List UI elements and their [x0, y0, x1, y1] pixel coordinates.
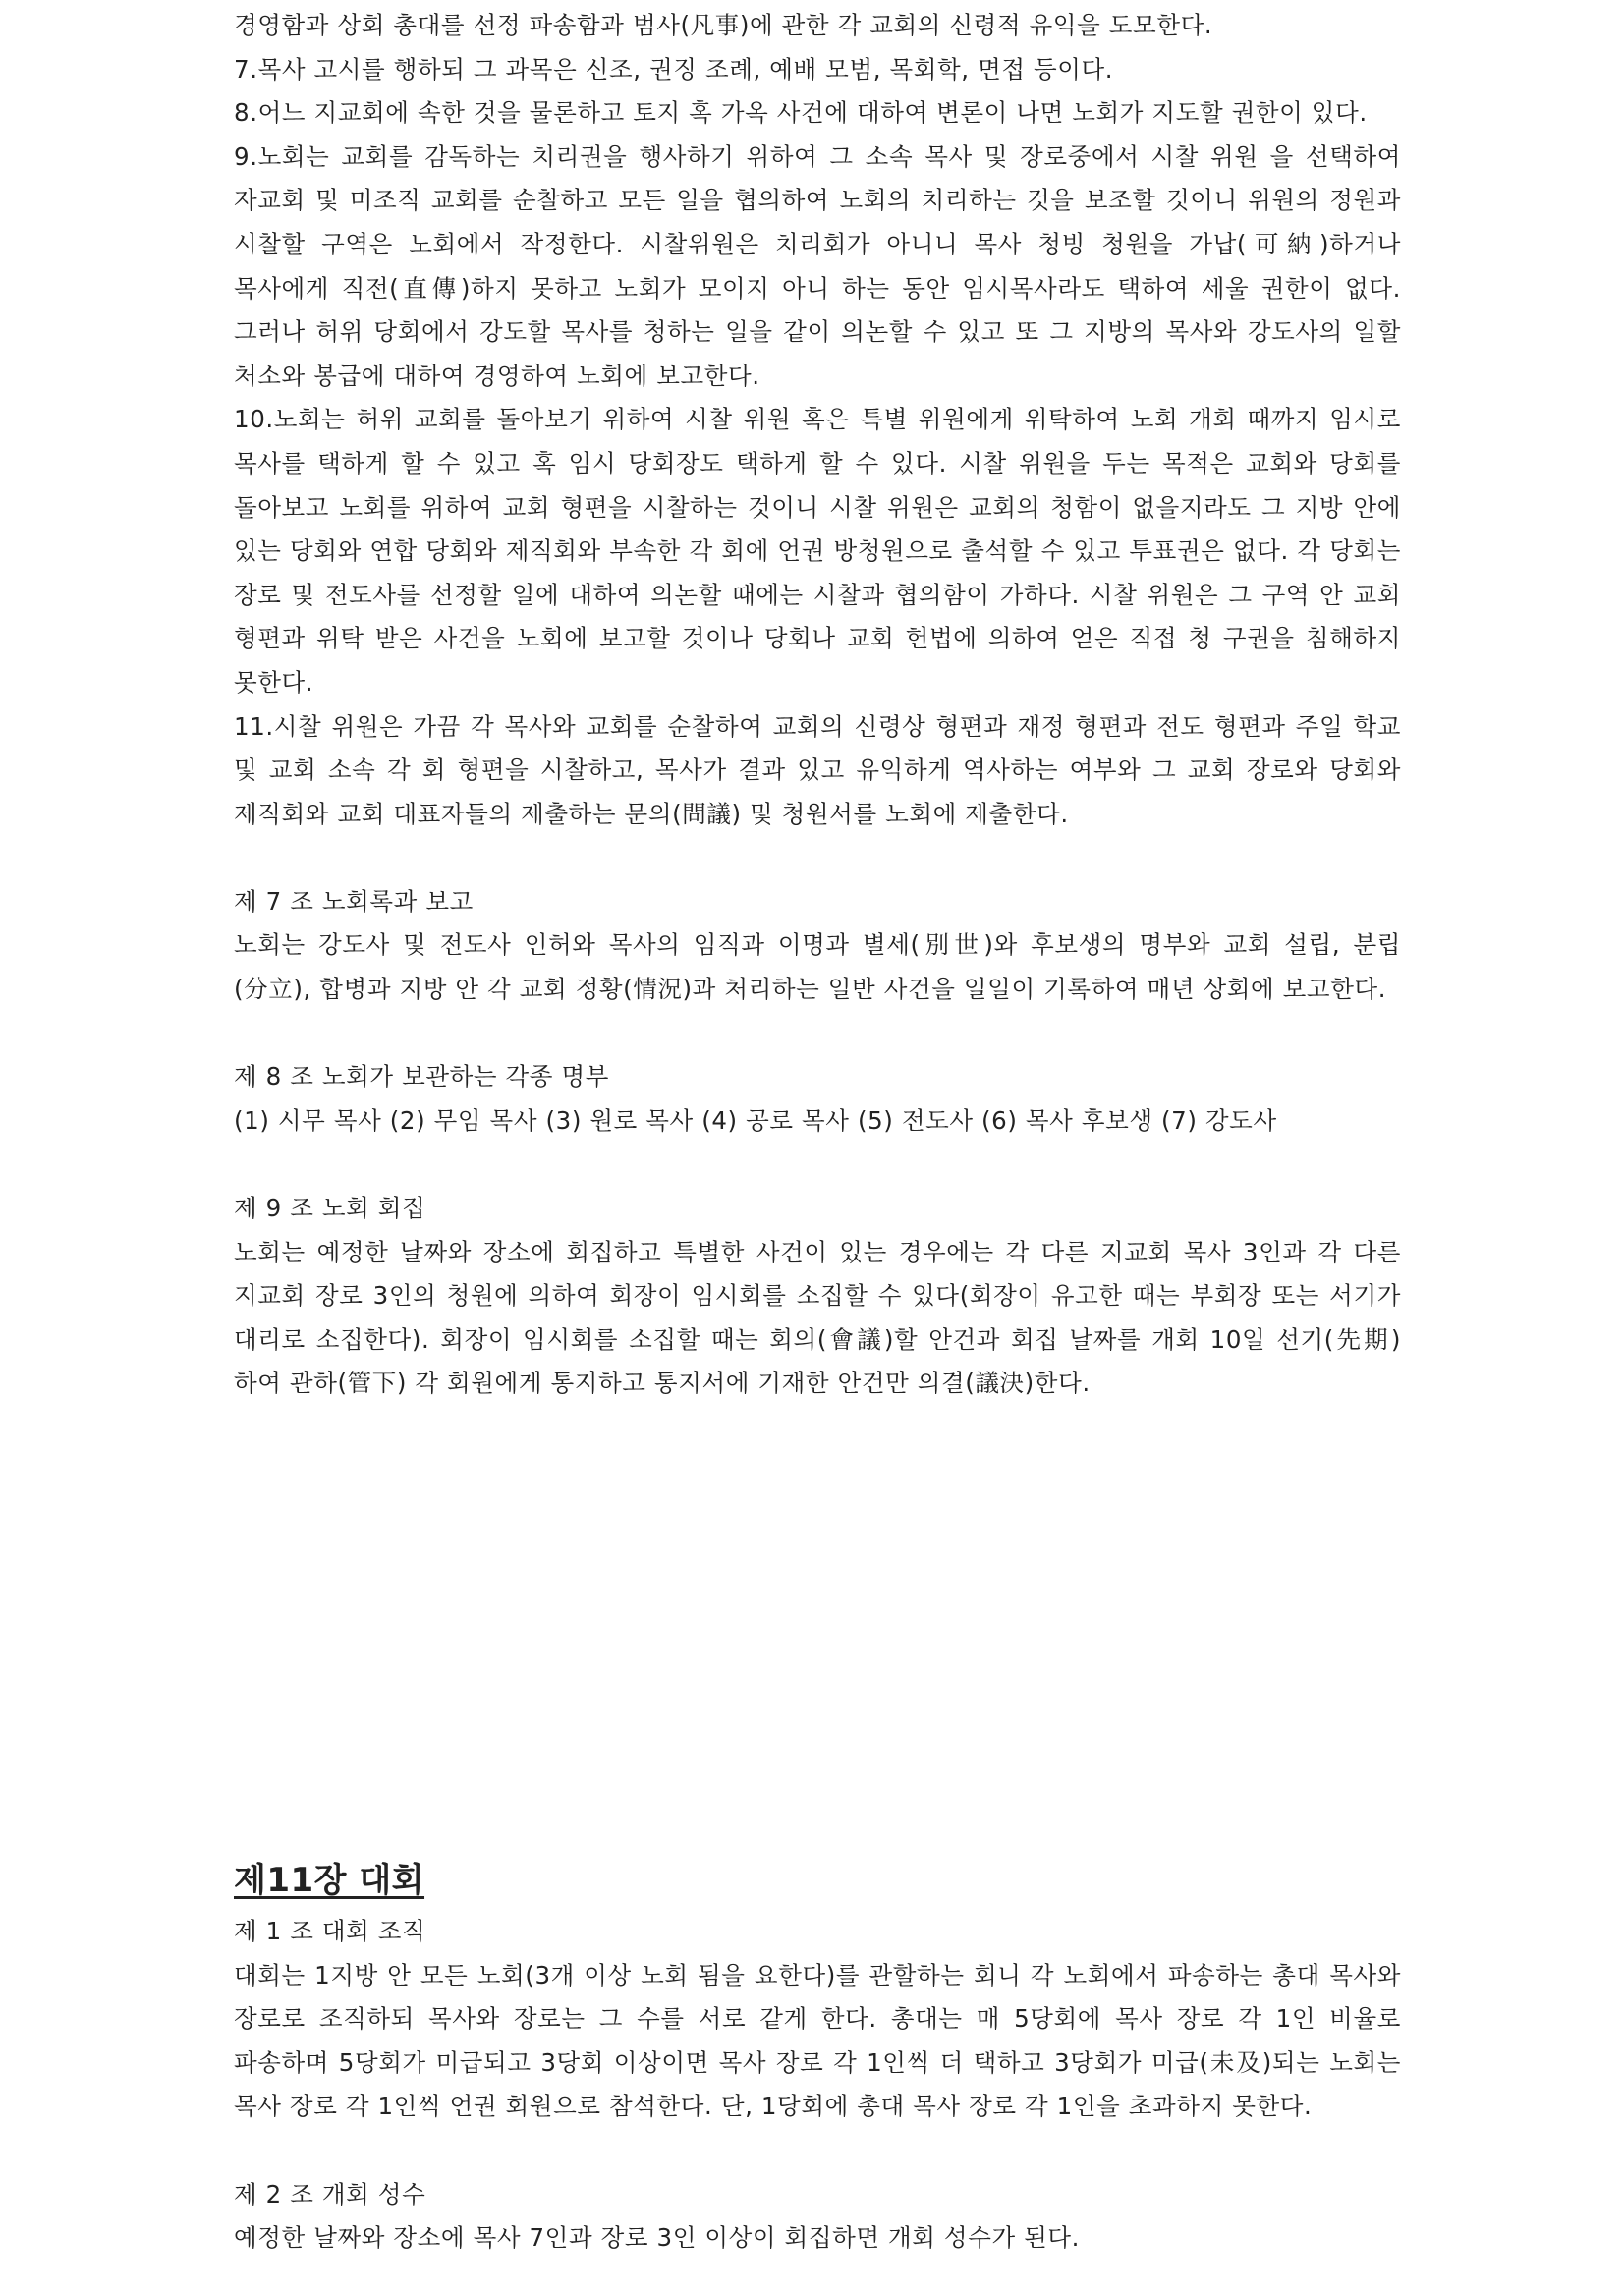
- article-9-body: 노회는 예정한 날짜와 장소에 회집하고 특별한 사건이 있는 경우에는 각 다른 지교회 목사 3인과 각 다른 지교회 장로 3인의 청원에 의하여 회장이 임시회를 소집할 수 있다(회장이 유고한 때는 부회장 또는 서기가 대리로 소집한다). 회장이 임시회를 소집할 때는 회의(會議)할 안건과 회집 날짜를 개회 10일 선기(先期)하여 관하(管下) 각 회원에게 통지하고 통지서에 기재한 안건만 의결(議決)한다.: [234, 1237, 1401, 1398]
- article-7-heading: 제 7 조 노회록과 보고: [234, 886, 474, 916]
- spacer: [234, 1143, 1401, 1187]
- paragraph-presbytery-duty-11: 11.시찰 위원은 가끔 각 목사와 교회를 순찰하여 교회의 신령상 형편과 재정 형편과 전도 형편과 주일 학교 및 교회 소속 각 회 형편을 시찰하고, 목사가 결과 있고 유익하게 역사하는 여부와 그 교회 장로와 당회와 제직회와 교회 대표자들의 제출하는 문의(問議) 및 청원서를 노회에 제출한다.: [234, 711, 1401, 828]
- spacer: [234, 1012, 1401, 1056]
- article-7-body: 노회는 강도사 및 전도사 인허와 목사의 임직과 이명과 별세(別世)와 후보생의 명부와 교회 설립, 분립(分立), 합병과 지방 안 각 교회 정황(情況)과 처리하는 일반 사건을 일일이 기록하여 매년 상회에 보고한다.: [234, 930, 1401, 1004]
- spacer: [234, 836, 1401, 880]
- paragraph-presbytery-duty-6-cont: 경영함과 상회 총대를 선정 파송함과 범사(凡事)에 관한 각 교회의 신령적 유익을 도모한다.: [234, 11, 1213, 39]
- paragraph-presbytery-duty-10: 10.노회는 허위 교회를 돌아보기 위하여 시찰 위원 혹은 특별 위원에게 위탁하여 노회 개회 때까지 임시로 목사를 택하게 할 수 있고 혹 임시 당회장도 택하게 할 수 있다. 시찰 위원을 두는 목적은 교회와 당회를 돌아보고 노회를 위하여 교회 형편을 시찰하는 것이니 시찰 위원은 교회의 청함이 없을지라도 그 지방 안에 있는 당회와 연합 당회와 제직회와 부속한 각 회에 언권 방청원으로 출석할 수 있고 투표권은 없다. 각 당회는 장로 및 전도사를 선정할 일에 대하여 의논할 때에는 시찰과 협의함이 가하다. 시찰 위원은 그 구역 안 교회 형편과 위탁 받은 사건을 노회에 보고할 것이나 당회나 교회 헌법에 의하여 얻은 직접 청 구권을 침해하지 못한다.: [234, 405, 1401, 697]
- text-column: [234, 4, 1401, 1406]
- chapter-11-article-2-heading: 제 2 조 개회 성수: [234, 2179, 426, 2209]
- chapter-11-title: 제11장 대회: [234, 1861, 425, 1900]
- chapter-11-article-1-body: 대회는 1지방 안 모든 노회(3개 이상 노회 됨을 요한다)를 관할하는 회니 각 노회에서 파송하는 총대 목사와 장로로 조직하되 목사와 장로는 그 수를 서로 같게 한다. 총대는 매 5당회에 목사 장로 각 1인 비율로 파송하며 5당회가 미급되고 3당회 이상이면 목사 장로 각 1인씩 더 택하고 3당회가 미급(未及)되는 노회는 목사 장로 각 1인씩 언권 회원으로 참석한다. 단, 1당회에 총대 목사 장로 각 1인을 초과하지 못한다.: [234, 1960, 1401, 2121]
- spacer: [234, 2129, 1401, 2173]
- article-8-heading: 제 8 조 노회가 보관하는 각종 명부: [234, 1062, 609, 1092]
- article-8-body: (1) 시무 목사 (2) 무임 목사 (3) 원로 목사 (4) 공로 목사 (5) 전도사 (6) 목사 후보생 (7) 강도사: [234, 1105, 1277, 1135]
- chapter-11-section: [234, 1851, 1401, 2261]
- chapter-11-article-1-heading: 제 1 조 대회 조직: [234, 1917, 426, 1945]
- paragraph-presbytery-duty-7: 7.목사 고시를 행하되 그 과목은 신조, 권징 조례, 예배 모범, 목회학, 면접 등이다.: [234, 54, 1114, 84]
- paragraph-presbytery-duty-9: 9.노회는 교회를 감독하는 치리권을 행사하기 위하여 그 소속 목사 및 장로중에서 시찰 위원 을 선택하여 자교회 및 미조직 교회를 순찰하고 모든 일을 협의하여 노회의 치리하는 것을 보조할 것이니 위원의 정원과 시찰할 구역은 노회에서 작정한다. 시찰위원은 치리회가 아니니 목사 청빙 청원을 가납(可納)하거나 목사에게 직전(直傳)하지 못하고 노회가 모이지 아니 하는 동안 임시목사라도 택하여 세울 권한이 없다. 그러나 허위 당회에서 강도할 목사를 청하는 일을 같이 의논할 수 있고 또 그 지방의 목사와 강도사의 일할 처소와 봉급에 대하여 경영하여 노회에 보고한다.: [234, 141, 1401, 390]
- chapter-11-article-2-body: 예정한 날짜와 장소에 목사 7인과 장로 3인 이상이 회집하면 개회 성수가 된다.: [234, 2223, 1081, 2253]
- article-9-heading: 제 9 조 노회 회집: [234, 1194, 426, 1223]
- paragraph-presbytery-duty-8: 8.어느 지교회에 속한 것을 물론하고 토지 혹 가옥 사건에 대하여 변론이 나면 노회가 지도할 권한이 있다.: [234, 98, 1368, 128]
